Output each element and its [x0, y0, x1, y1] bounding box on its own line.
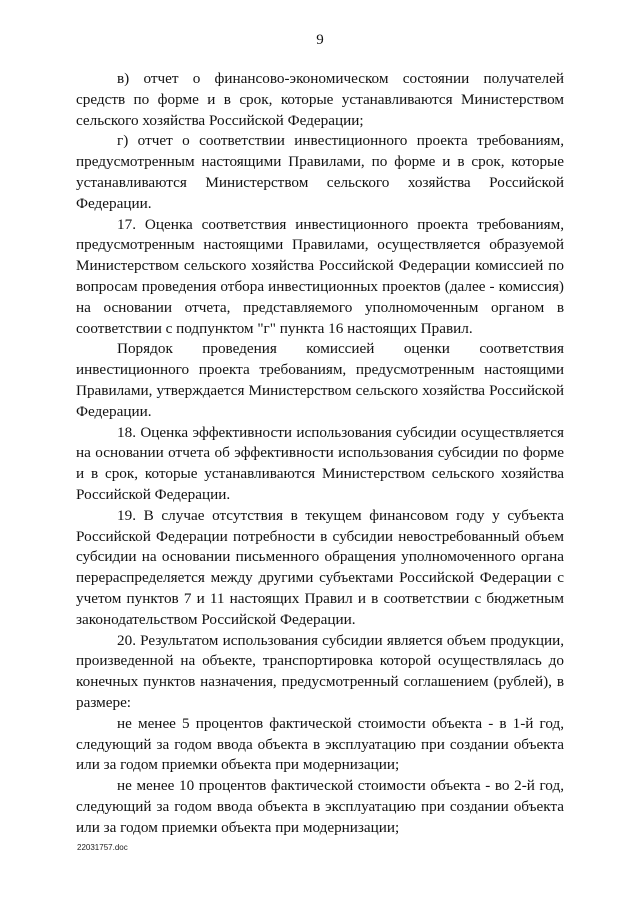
paragraph-19: 19. В случае отсутствия в текущем финансовом году у субъекта Российской Федерации потребности в субсидии невостребованный объем субсидии на основании письменного обращения уполномоченного органа перераспределяется между другими субъектами Российской Федерации с учетом пунктов 7 и 11 настоящих Правил и в соответствии с бюджетным законодательством Российской Федерации.	[76, 506, 564, 628]
paragraph-20-year-1: не менее 5 процентов фактической стоимости объекта - в 1-й год, следующий за годом ввода объекта в эксплуатацию при создании объекта или за годом приемки объекта при модернизации;	[76, 714, 564, 774]
paragraph-20-year-2: не менее 10 процентов фактической стоимости объекта - во 2-й год, следующий за годом ввода объекта в эксплуатацию при создании объекта или за годом приемки объекта при модернизации;	[76, 777, 564, 836]
document-body	[76, 69, 564, 838]
document-file-code: 22031757.doc	[77, 843, 128, 852]
paragraph-20: 20. Результатом использования субсидии является объем продукции, произведенной на объекте, транспортировка которой осуществлялась до конечных пунктов назначения, предусмотренный соглашением (рублей), в размере:	[76, 631, 564, 711]
paragraph-18: 18. Оценка эффективности использования субсидии осуществляется на основании отчета об эффективности использования субсидии по форме и в срок, которые устанавливаются Министерством сельского хозяйства Российской Федерации.	[76, 423, 564, 503]
page-number: 9	[316, 32, 324, 48]
paragraph-17: 17. Оценка соответствия инвестиционного проекта требованиям, предусмотренным настоящими Правилами, осуществляется образуемой Министерством сельского хозяйства Российской Федерации комиссией по вопросам проведения отбора инвестиционных проектов (далее - комиссия) на основании отчета, представляемого уполномоченным органом в соответствии с подпунктом "г" пункта 16 настоящих Правил.	[76, 215, 564, 337]
paragraph-17-procedure: Порядок проведения комиссией оценки соответствия инвестиционного проекта требованиям, предусмотренным настоящими Правилами, утверждается Министерством сельского хозяйства Российской Федерации.	[76, 340, 564, 420]
paragraph-item-g: г) отчет о соответствии инвестиционного проекта требованиям, предусмотренным настоящими Правилами, по форме и в срок, которые устанавливаются Министерством сельского хозяйства Российской Федерации.	[76, 132, 564, 212]
paragraph-item-v: в) отчет о финансово-экономическом состоянии получателей средств по форме и в срок, которые устанавливаются Министерством сельского хозяйства Российской Федерации;	[76, 70, 564, 129]
